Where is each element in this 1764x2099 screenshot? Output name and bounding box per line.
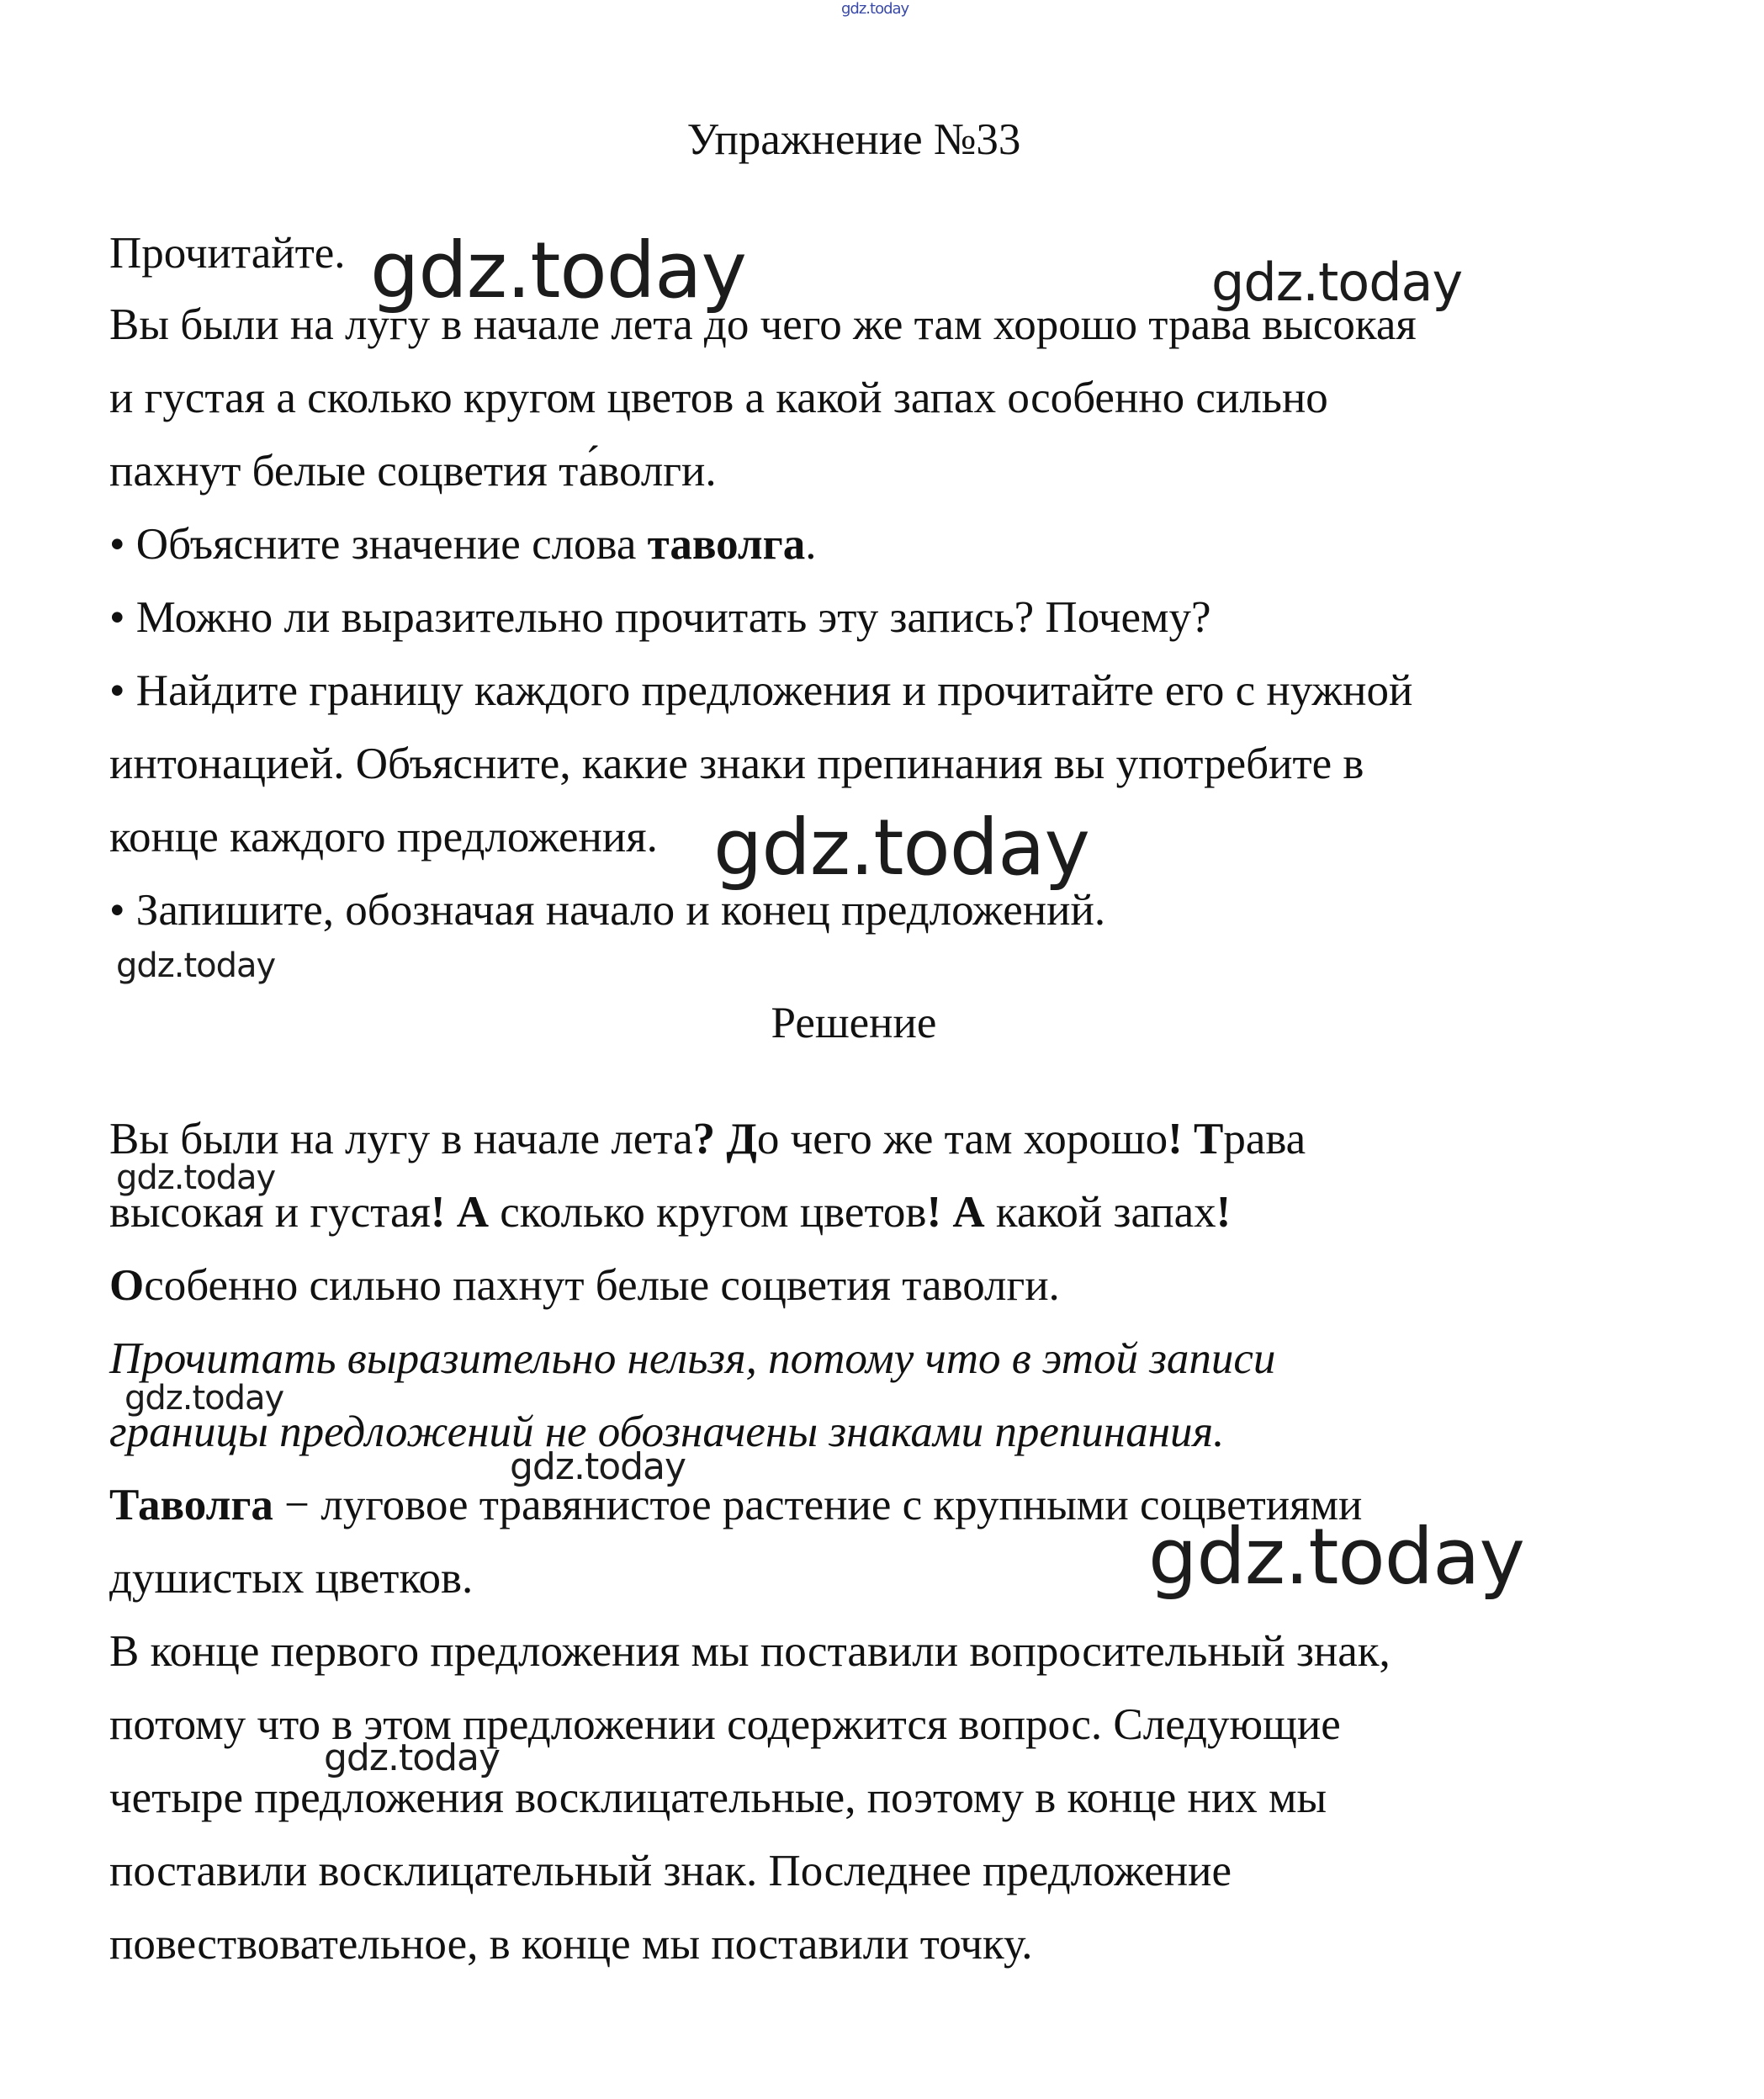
task-question-1: • Объясните значение слова таволга.	[109, 520, 817, 569]
watermark: gdz.today	[370, 225, 746, 315]
task-question-3-line: интонацией. Объясните, какие знаки препинания вы употребите в	[109, 739, 1364, 788]
definition-term: Таволга	[109, 1481, 273, 1529]
watermark: gdz.today	[1211, 252, 1463, 313]
definition-line: душистых цветков.	[109, 1554, 474, 1603]
definition-line: Таволга − луговое травянистое растение с крупными соцветиями	[109, 1481, 1363, 1529]
task-text-line: и густая а сколько кругом цветов а какой запах особенно сильно	[109, 374, 1328, 422]
explanation-line: четыре предложения восклицательные, поэтому в конце них мы	[109, 1773, 1327, 1822]
solution-italic-line: границы предложений не обозначены знаками препинания.	[109, 1407, 1225, 1456]
solution-line: Вы были на лугу в начале лета? До чего же там хорошо! Трава	[109, 1115, 1306, 1163]
solution-line: высокая и густая! А сколько кругом цветов! А какой запах!	[109, 1188, 1232, 1237]
task-text-line: Вы были на лугу в начале лета до чего же там хорошо трава высокая	[109, 300, 1417, 349]
task-question-4: • Запишите, обозначая начало и конец предложений.	[109, 886, 1106, 935]
watermark: gdz.today	[713, 803, 1089, 893]
explanation-line: поставили восклицательный знак. Последнее предложение	[109, 1847, 1232, 1895]
task-question-3-line: • Найдите границу каждого предложения и прочитайте его с нужной	[109, 666, 1413, 715]
task-question-3-line: конце каждого предложения.	[109, 813, 658, 861]
watermark: gdz.today	[116, 1158, 276, 1197]
watermark: gdz.today	[116, 946, 276, 985]
watermark: gdz.today	[124, 1379, 284, 1418]
solution-italic-line: Прочитать выразительно нельзя, потому что в этой записи	[109, 1334, 1276, 1383]
task-question-2: • Можно ли выразительно прочитать эту запись? Почему?	[109, 593, 1211, 642]
task-intro: Прочитайте.	[109, 229, 346, 278]
watermark: gdz.today	[324, 1736, 501, 1779]
explanation-line: потому что в этом предложении содержится вопрос. Следующие	[109, 1700, 1341, 1749]
solution-line: Особенно сильно пахнут белые соцветия таволги.	[109, 1261, 1060, 1310]
solution-heading: Решение	[771, 999, 937, 1047]
highlighted-word: таволга	[647, 520, 806, 569]
explanation-line: В конце первого предложения мы поставили вопросительный знак,	[109, 1627, 1391, 1676]
watermark: gdz.today	[510, 1445, 686, 1488]
watermark: gdz.today	[841, 0, 909, 18]
page-title: Упражнение №33	[686, 115, 1021, 164]
explanation-line: повествовательное, в конце мы поставили точку.	[109, 1920, 1033, 1969]
watermark: gdz.today	[1148, 1512, 1524, 1602]
task-text-line: пахнут белые соцветия та́волги.	[109, 447, 717, 496]
